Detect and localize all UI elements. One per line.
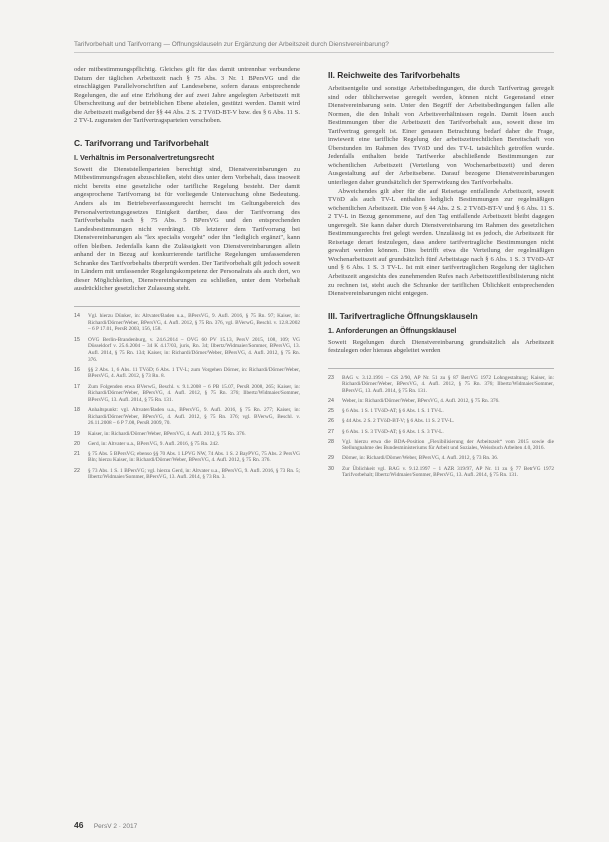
- footnote-list: [74, 313, 300, 481]
- footnote-text: Anhaltspunkt: vgl. Altvater/Baden u.a., BPersVG, 9. Aufl. 2016, § 75 Rn. 277; Kaiser, in: Richardi/Dörner/Weber, BPersVG, 4. Aufl. 2012, § 75 Rn. 376; vgl. BVerwG, Beschl. v. 26.11.2008 – 6 P 7.08, PersR 2009, 70.: [88, 407, 300, 427]
- footnote: [328, 408, 554, 415]
- footnote-text: Gerd, in: Altvater u.a., BPersVG, 9. Aufl. 2016, § 75 Rn. 242.: [88, 440, 220, 447]
- footnote: [328, 455, 554, 462]
- subsection-heading-1: 1. Anforderungen an Öffnungsklausel: [328, 325, 457, 335]
- section-heading-c: C. Tarifvorrang und Tarifvorbehalt: [74, 137, 209, 148]
- footnote-number: 21: [74, 450, 80, 457]
- page-footer: [74, 820, 137, 830]
- left-column: [74, 66, 300, 484]
- footnote: [74, 337, 300, 364]
- footnote-text: § 6 Abs. 1 S. 1 TVöD-AT; § 6 Abs. 1 S. 1 TV-L.: [342, 408, 444, 415]
- footnote-number: 28: [328, 438, 334, 445]
- footnote-text: Vgl. hierzu Dünker, in: Altvater/Baden u.a., BPersVG, 9. Aufl. 2016, § 75 Rn. 97; Kaiser, in: Richardi/Dörner/Weber, BPersVG, 4. Aufl. 2012, § 75 Rn. 376, vgl. BVerwG, Beschl. v. 12.8.2002 – 6 P 17.01, PersR 2003, 156, 158.: [88, 313, 300, 333]
- header-divider: [74, 52, 554, 53]
- footnote: [74, 441, 300, 448]
- footnote: [74, 407, 300, 427]
- footnote-number: 24: [328, 398, 334, 405]
- footnote-number: 17: [74, 383, 80, 390]
- footnote-divider: [74, 306, 300, 307]
- footnote-number: 19: [74, 430, 80, 437]
- issue-label: PersV 2 · 2017: [93, 823, 138, 830]
- footnote-number: 29: [328, 455, 334, 462]
- footnote: [328, 418, 554, 425]
- footnote-text: Zum Folgenden etwa BVerwG, Beschl. v. 9.1.2008 – 6 PB 15.07, PersR 2008, 265; Kaiser, in: Richardi/Dörner/Weber, BPersVG, 4. Aufl. 2012, § 75 Rn. 376; Ilbertz/Widmaier/Sommer, BPersVG, 13. Aufl. 2014, § 75 Rn. 131.: [88, 383, 300, 403]
- footnote-text: OVG Berlin-Brandenburg, v. 24.6.2014 – OVG 60 PV 15.13, PersV 2015, 108, 109; VG Düsseldorf v. 25.6.2004 – 34 K 4.17/03, juris, Rn. 34; Ilbertz/Widmaier/Sommer, BPersVG, 13. Aufl. 2014, § 75 Rn. 134; Kaiser, in: Richardi/Dörner/Weber, BPersVG, 4. Aufl. 2012, § 75 Rn. 376.: [88, 336, 300, 363]
- body-paragraph: Soweit die Dienststellenparteien berechtigt sind, Dienstvereinbarungen zu Mitbestimmungsfragen abzuschließen, steht dies unter dem Vorbehalt, dass insoweit nicht bereits eine gesetzliche oder tarifliche Regelung besteht. Der damit angesprochene Tarifvorrang ist für vorliegende Untersuchung ohne Bedeutung. Anders als im Betriebsverfassungsrecht herrscht im Geltungsbereich des Personalvertretungsgesetzes Einigkeit darüber, dass der Tarifvorrang des Tarifvorbehalts nach § 75 Abs. 5 BPersVG und den entsprechenden Landesbestimmungen nicht verdrängt. Ob letzterer dem Tarifvorrang bei Dienstvereinbarungen als "lex specialis vorgeht" oder ihn "lediglich ergänzt", kann offen bleiben. Jedenfalls kann die Zulässigkeit von Dienstvereinbarungen allein anhand der in Bezug auf konkurrierende tarifliche Regelungen umfassenderen Schranke des Tarifvorbehalts überprüft werden. Der Tarifvorbehalt gilt jedoch soweit in Ländern mit umfassender Regelungskompetenz der Personalrats als auch dort, wo dieser Möglichkeiten, Dienstvereinbarungen zu schließen, unter dem Vorbehalt ausdrücklicher gesetzlicher Zulassung steht.: [74, 165, 300, 293]
- right-column: [328, 66, 554, 482]
- body-paragraph: Soweit Regelungen durch Dienstvereinbarung grundsätzlich als Arbeitszeit festzulegen oder hieraus abgeleitet werden: [328, 338, 554, 355]
- footnote-number: 26: [328, 418, 334, 425]
- page-number: 46: [74, 820, 84, 830]
- section-heading-iii: III. Tarifvertragliche Öffnungsklauseln: [328, 310, 478, 321]
- footnote-number: 20: [74, 440, 80, 447]
- footnote-list: [328, 375, 554, 479]
- footnote: [328, 375, 554, 395]
- footnote: [328, 439, 554, 452]
- footnote: [74, 431, 300, 438]
- footnote-text: Kaiser, in: Richardi/Dörner/Weber, BPersVG, 4. Aufl. 2012, § 75 Rn. 376.: [88, 430, 246, 437]
- footnote-text: § 75 Abs. 5 BPersVG; ebenso §§ 70 Abs. 1 LPVG NW, 74 Abs. 1 S. 2 BayPVG, 75 Abs. 2 PersVG Bln; hierzu Kaiser, in: Richardi/Dörner/Weber, BPersVG, 4. Aufl. 2012, § 75 Rn. 376.: [88, 450, 300, 464]
- footnote-number: 22: [74, 467, 80, 474]
- footnote: [74, 468, 300, 481]
- footnote-number: 14: [74, 313, 80, 320]
- footnote-text: Dörner, in: Richardi/Dörner/Weber, BPersVG, 4. Aufl. 2012, § 73 Rn. 36.: [342, 455, 499, 462]
- footnote-text: Weber, in: Richardi/Dörner/Weber, BPersVG, 4. Aufl. 2012, § 75 Rn. 376.: [342, 398, 500, 405]
- intro-text: [74, 66, 300, 126]
- footnote-number: 23: [328, 374, 334, 381]
- footnote-number: 30: [328, 465, 334, 472]
- footnote-text: § 44 Abs. 2 S. 2 TVöD-BT-V; § 6 Abs. 11 S. 2 TV-L.: [342, 418, 455, 425]
- footnote-number: 25: [328, 408, 334, 415]
- footnote-number: 27: [328, 428, 334, 435]
- footnote: [328, 466, 554, 479]
- footnote-text: § 6 Abs. 1 S. 3 TVöD-AT; § 6 Abs. 1 S. 3 TV-L.: [342, 428, 444, 435]
- body-paragraph: Abweichendes gilt aber für die auf Reisetage entfallende Arbeitszeit, soweit TVöD als auch TV-L enthalten lediglich Bestimmungen zur regelmäßigen wöchentlichen Arbeitszeit. Die von § 44 Abs. 2 S. 2 TVöD-BT-V und § 6 Abs. 11 S. 2 TV-L in Bezug genommene, auf den Tag entfallende Arbeitszeit bleibt dagegen ungeregelt. Sie kann daher durch Dienstvereinbarung im Rahmen des gesetzlichen Bestimmungsrechts frei gelegt werden. Unzulässig ist es jedoch, die Arbeitszeit für Reisetage derart festzulegen, dass andere tarifvertragliche Bestimmungen nicht gewahrt werden können. Dies betrifft etwa die Verteilung der regelmäßigen Wochenarbeitszeit auf grundsätzlich fünf Arbeitstage nach § 6 Abs. 1 S. 3 TVöD-AT und § 6 Abs. 1 S. 3 TV-L. Ist mit einer tarifvertraglichen Regelung der täglichen Arbeitszeit angesichts des zunehmenden Rufes nach Arbeitszeitflexibilisierung nicht zu rechnen ist, steht auch die Schranke der tariflichen Üblichkeit entsprechenden Dienstvereinbarungen nicht entgegen.: [328, 187, 554, 298]
- footnote-text: Zur Üblichkeit vgl. BAG v. 9.12.1997 – 1 AZR 319/97, AP Nr. 11 zu § 77 BetrVG 1972 Tarifvorbehalt; Ilbertz/Widmaier/Sommer, BPersVG, 13. Aufl. 2014, § 75 Rn. 131.: [342, 465, 554, 479]
- body-paragraph: oder mitbestimmungspflichtig. Gleiches gilt für das damit untrennbar verbundene Datum der täglichen Arbeitszeit nach § 75 Abs. 3 Nr. 1 BPersVG und die einschlägigen Parallelvorschriften auf Landesebene, sofern daraus entsprechende Regelungen, die auf eine Erhöhung der auf zwei Jahre angelegten Arbeitszeit mit Überschreitung auf der betrieblichen Ebene abzielen, gestützt werden. Damit wird die Arbeitszeit maßgebend der §§ 44 Abs. 2 S. 2 TVöD-BT-V bzw. des § 6 Abs. 11 S. 2 TV-L zugunsten der Tarifvertragsparteien verschoben.: [74, 66, 300, 125]
- footnote-number: 18: [74, 407, 80, 414]
- footnote-number: 15: [74, 336, 80, 343]
- footnote: [74, 313, 300, 333]
- footnote: [328, 398, 554, 405]
- footnote-text: § 73 Abs. 1 S. 1 BPersVG; vgl. hierzu Gerd, in: Altvater u.a., BPersVG, 9. Aufl. 2016, § 73 Rn. 5; Ilbertz/Widmaier/Sommer, BPersVG, 13. Aufl. 2014, § 73 Rn. 3.: [88, 467, 300, 481]
- footnote-text: Vgl. hierzu etwa die BDA-Position „Flexibilisierung der Arbeitszeit“ vom 2015 sowie die Stellungnahme des Bundesministeriums für Arbeit und Soziales, Weissbuch Arbeiten 4.0, 2016.: [342, 438, 554, 452]
- running-head: Tarifvorbehalt und Tarifvorrang — Öffnungsklauseln zur Ergänzung der Arbeitszeit durch Dienstvereinbarung?: [74, 41, 389, 48]
- footnote-text: §§ 2 Abs. 1, 6 Abs. 11 TVöD; 6 Abs. 1 TV-L; zum Vorgehen Dörner, in: Richardi/Dörner/Weber, BPersVG, 4. Aufl. 2012, § 73 Rn. 8.: [88, 366, 300, 380]
- subsection-heading-i: I. Verhältnis im Personalvertretungsrecht: [74, 152, 215, 162]
- body-paragraph: Arbeitsentgelte und sonstige Arbeitsbedingungen, die durch Tarifvertrag geregelt sind oder üblicherweise geregelt werden, können nicht Gegenstand einer Dienstvereinbarung sein. Unter den Begriff der Arbeitsbedingungen fallen alle Normen, die den Inhalt von Arbeitsverhältnissen regeln. Damit lösen auch Bestimmungen über die Arbeitszeit den Tarifvorbehalt aus, soweit diese im Tarifvertrag geregelt ist. Einer genauen Betrachtung bedarf daher die Frage, inwieweit eine tarifliche Regelung der arbeitszeitrechtlichen Bereitschaft von Überstunden im Rahmen des TVöD und des TV-L tatsächlich getroffen wurde. Jedenfalls enthalten beide Tarifwerke abschließende Bestimmungen zur wöchentlichen Arbeitszeit (Verteilung von Wochenarbeitszeit) und deren Ausgestaltung auf der Arbeitsebene. Darauf bezogene Dienstvereinbarungen unterliegen daher grundsätzlich der Sperrwirkung des Tarifvorbehalts.: [328, 85, 554, 187]
- footnote: [74, 367, 300, 380]
- footnote: [328, 429, 554, 436]
- footnote: [74, 451, 300, 464]
- footnote-number: 16: [74, 366, 80, 373]
- footnote-divider: [328, 368, 554, 369]
- subsection-heading-ii: II. Reichweite des Tarifvorbehalts: [328, 70, 461, 80]
- footnote: [74, 384, 300, 404]
- footnote-text: BAG v. 3.12.1991 – GS 2/90, AP Nr. 51 zu § 87 BetrVG 1972 Lohngestaltung; Kaiser, in: Richardi/Dörner/Weber, BPersVG, 4. Aufl. 2012, § 75 Rn. 376; Ilbertz/Widmaier/Sommer, BPersVG, 13. Aufl. 2014, § 75 Rn. 131.: [342, 374, 554, 395]
